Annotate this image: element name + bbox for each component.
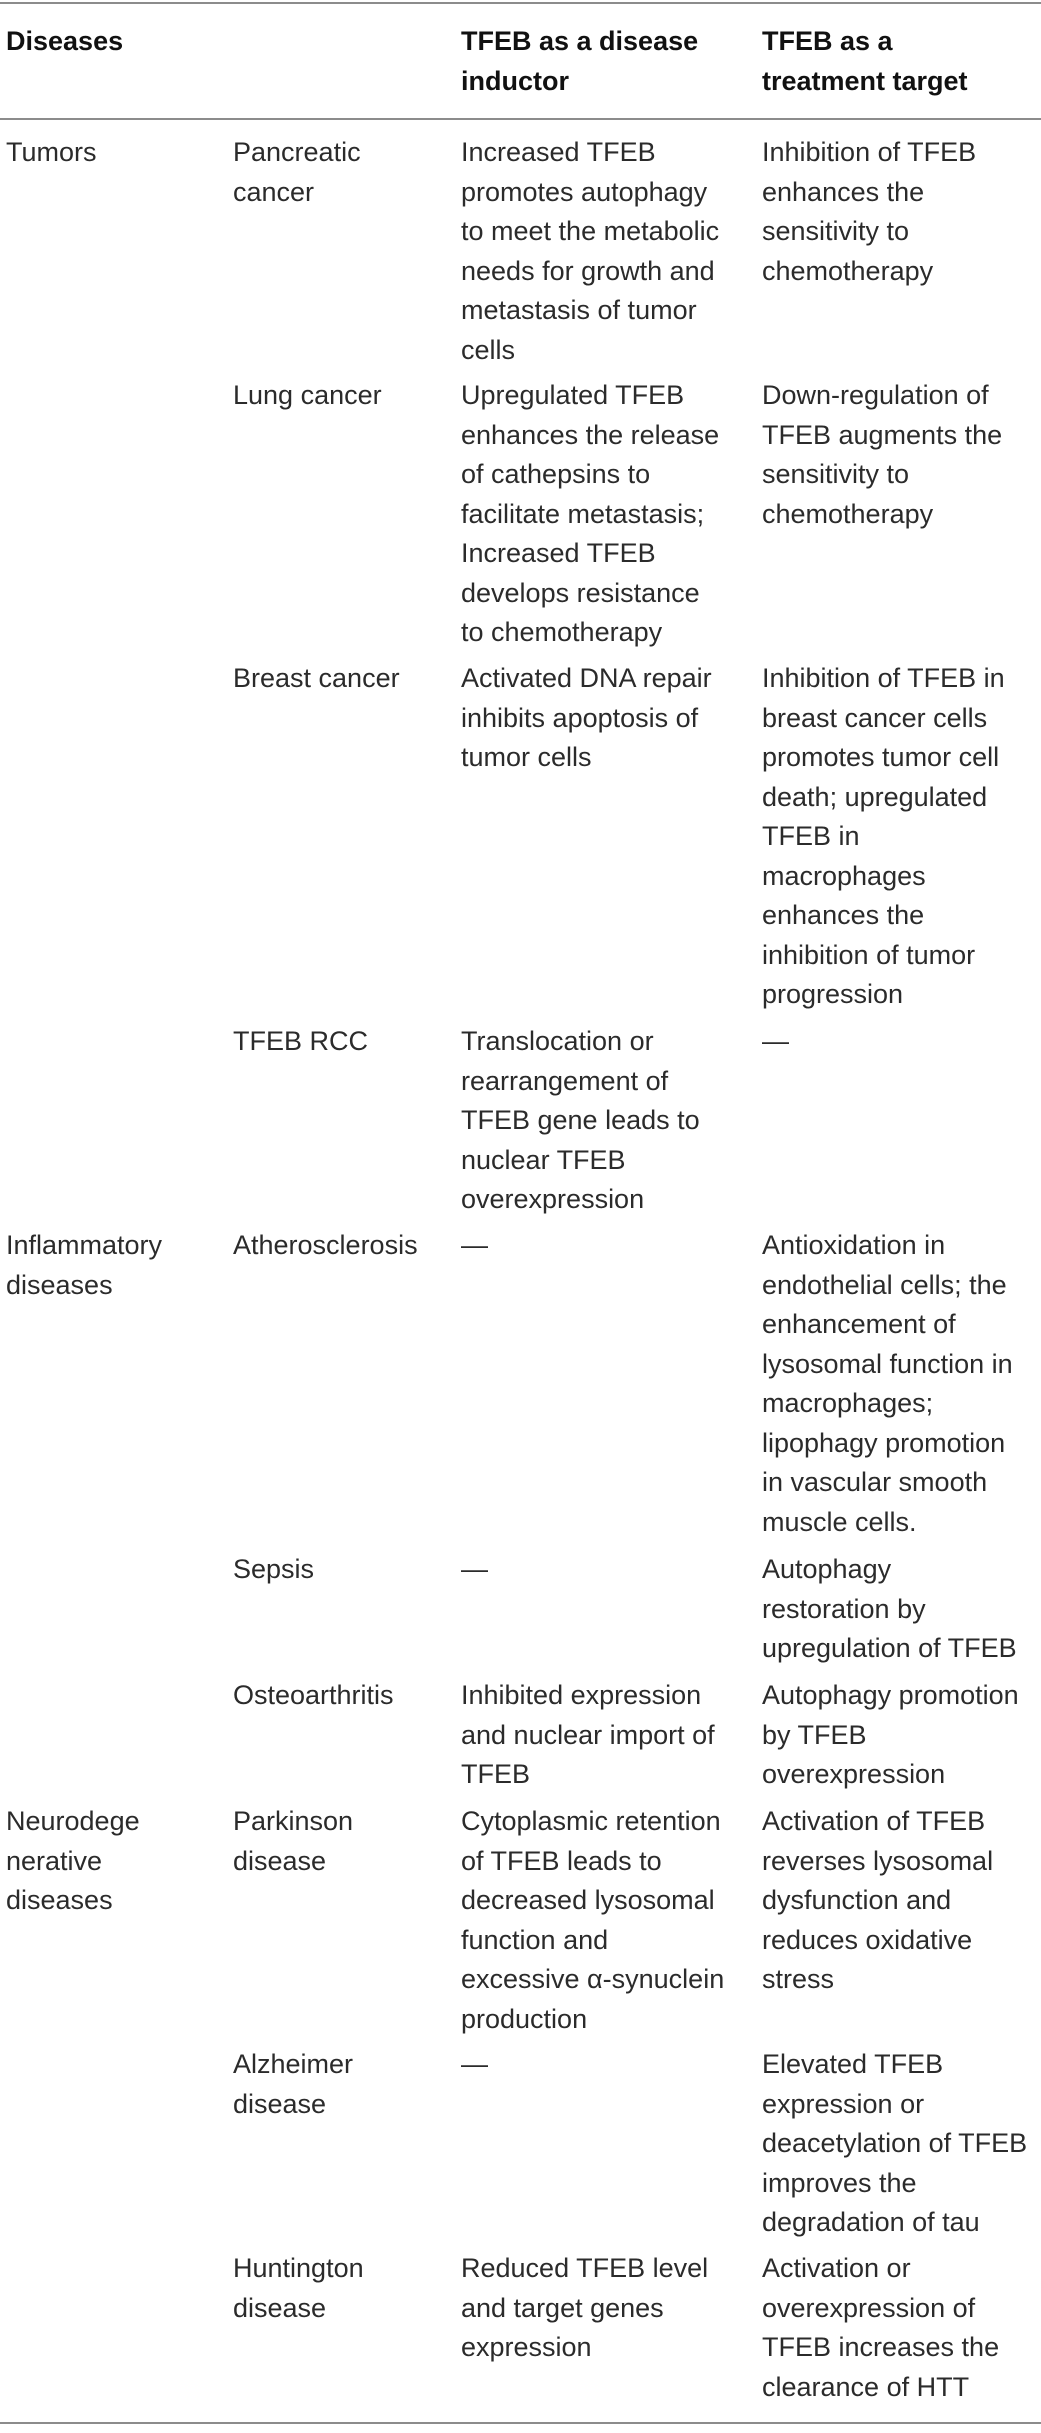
inductor-cell: Upregulated TFEB enhances the release of cathepsins to facilitate metastasis; Increased TFEB develops resistance to chemotherapy <box>461 380 720 647</box>
inductor-cell: — <box>461 2049 488 2079</box>
target-cell: Inhibition of TFEB in breast cancer cells promotes tumor cell death; upregulated TFEB in macrophages enhances the inhibition of tumor progression <box>762 663 1005 1009</box>
inductor-cell: Reduced TFEB level and target genes expression <box>461 2253 709 2362</box>
disease-cell: Sepsis <box>233 1554 315 1584</box>
header-rule <box>0 118 1041 120</box>
inductor-cell: Activated DNA repair inhibits apoptosis of tumor cells <box>461 663 712 772</box>
target-cell: Inhibition of TFEB enhances the sensitivity to chemotherapy <box>762 137 977 286</box>
inductor-cell: — <box>461 1230 488 1260</box>
header-diseases: Diseases <box>6 26 124 56</box>
disease-cell: Parkinson disease <box>233 1806 354 1876</box>
header-treatment-target: TFEB as a treatment target <box>762 26 968 96</box>
disease-cell: Lung cancer <box>233 380 382 410</box>
disease-cell: Huntington disease <box>233 2253 364 2323</box>
disease-cell: Pancreatic cancer <box>233 137 361 207</box>
disease-cell: Breast cancer <box>233 663 400 693</box>
target-cell: Activation of TFEB reverses lysosomal dysfunction and reduces oxidative stress <box>762 1806 994 1994</box>
inductor-cell: Cytoplasmic retention of TFEB leads to decreased lysosomal function and excessive α-synuclein production <box>461 1806 725 2034</box>
inductor-cell: Inhibited expression and nuclear import of TFEB <box>461 1680 715 1789</box>
disease-cell: Osteoarthritis <box>233 1680 394 1710</box>
category-cell: Inflammatory diseases <box>6 1230 163 1300</box>
target-cell: — <box>762 1026 789 1056</box>
category-cell: Neurodege nerative diseases <box>6 1806 140 1915</box>
inductor-cell: — <box>461 1554 488 1584</box>
category-cell: Tumors <box>6 137 97 167</box>
inductor-cell: Increased TFEB promotes autophagy to meet the metabolic needs for growth and metastasis of tumor cells <box>461 137 720 365</box>
disease-cell: Atherosclerosis <box>233 1230 418 1260</box>
target-cell: Autophagy restoration by upregulation of TFEB <box>762 1554 1017 1663</box>
table-bottom-rule <box>0 2422 1041 2424</box>
header-disease-inductor: TFEB as a disease inductor <box>461 26 699 96</box>
disease-cell: Alzheimer disease <box>233 2049 354 2119</box>
target-cell: Antioxidation in endothelial cells; the enhancement of lysosomal function in macrophages; lipophagy promotion in vascular smooth muscle cells. <box>762 1230 1013 1537</box>
target-cell: Elevated TFEB expression or deacetylation of TFEB improves the degradation of tau <box>762 2049 1028 2237</box>
table-top-rule <box>0 2 1041 4</box>
inductor-cell: Translocation or rearrangement of TFEB gene leads to nuclear TFEB overexpression <box>461 1026 700 1214</box>
target-cell: Activation or overexpression of TFEB increases the clearance of HTT <box>762 2253 1000 2402</box>
disease-cell: TFEB RCC <box>233 1026 368 1056</box>
target-cell: Down-regulation of TFEB augments the sensitivity to chemotherapy <box>762 380 1003 529</box>
target-cell: Autophagy promotion by TFEB overexpression <box>762 1680 1019 1789</box>
